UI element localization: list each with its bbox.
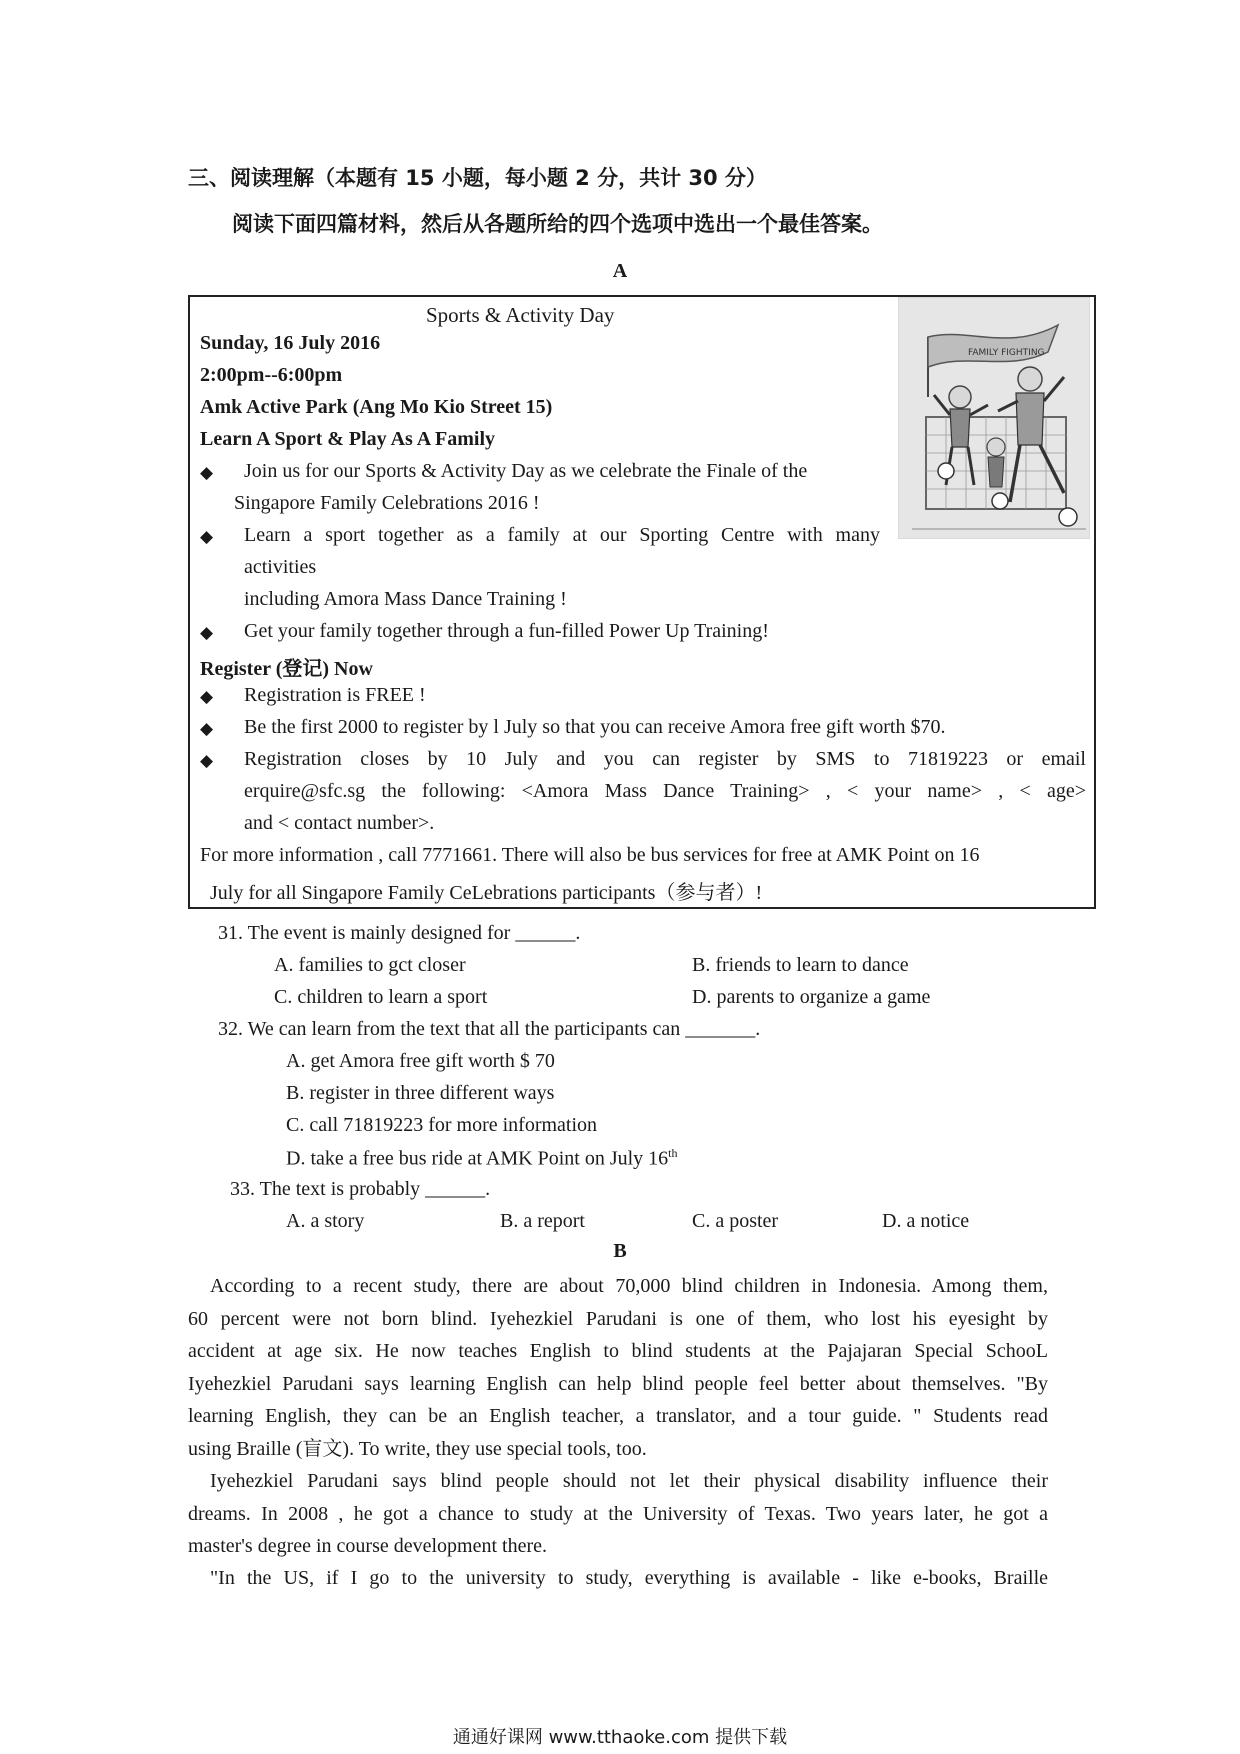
passage-b-paragraph-1 [188,1270,1048,1465]
p1-line: Iyehezkiel Parudani says learning English can help blind people feel better about themselves. "By [188,1372,1048,1395]
question-31-stem: 31. The event is mainly designed for ______. [218,922,581,944]
passage-a-label: A [612,260,628,282]
p1-line: using Braille (盲文). To write, they use special tools, too. [188,1437,647,1460]
page-footer: 通通好课网 www.tthaoke.com 提供下载 [452,1727,788,1748]
superscript-th: th [668,1146,678,1160]
poster-bullet-1-line-2: Singapore Family Celebrations 2016 ! [234,492,540,514]
question-33-option-b: B. a report [500,1210,585,1232]
diamond-bullet-icon: ◆ [200,719,214,738]
diamond-bullet-icon: ◆ [200,527,214,546]
poster-title: Sports & Activity Day [426,303,615,327]
poster-bullet-1-line-1: Join us for our Sports & Activity Day as we celebrate the Finale of the [244,460,808,482]
poster-date: Sunday, 16 July 2016 [200,332,381,354]
section-title: 三、阅读理解（本题有 15 小题，每小题 2 分，共计 30 分） [188,166,767,190]
diamond-bullet-icon: ◆ [200,623,214,642]
question-32-option-d: D. take a free bus ride at AMK Point on July 16th [286,1146,678,1170]
poster-time: 2:00pm--6:00pm [200,364,343,386]
banner-text: FAMILY FIGHTING [968,348,1045,358]
question-31-option-c: C. children to learn a sport [274,986,488,1008]
event-poster [188,295,1096,909]
question-33-stem: 33. The text is probably ______. [230,1178,491,1200]
poster-bullet-2-line-3: including Amora Mass Dance Training ! [244,588,567,610]
poster-reg-3-line-1: Registration closes by 10 July and you can register by SMS to 71819223 or email [244,748,1086,770]
section-instruction: 阅读下面四篇材料，然后从各题所给的四个选项中选出一个最佳答案。 [232,212,883,236]
diamond-bullet-icon: ◆ [200,687,214,706]
poster-reg-1: Registration is FREE ! [244,684,426,706]
poster-reg-2: Be the first 2000 to register by l July so that you can receive Amora free gift worth $70. [244,716,946,738]
poster-bullet-2-line-2: activities [244,556,317,578]
poster-place: Amk Active Park (Ang Mo Kio Street 15) [200,396,553,418]
diamond-bullet-icon: ◆ [200,463,214,482]
poster-register-heading: Register (登记) Now [200,658,373,680]
family-soccer-illustration [898,297,1090,539]
p2-line: master's degree in course development there. [188,1535,548,1557]
question-32-stem: 32. We can learn from the text that all the participants can _______. [218,1018,761,1040]
p1-line: 60 percent were not born blind. Iyehezkiel Parudani is one of them, who lost his eyesight by [188,1307,1048,1330]
poster-bullet-2-line-1: Learn a sport together as a family at our Sporting Centre with many [244,524,880,546]
poster-reg-3-line-3: and < contact number>. [244,812,435,834]
poster-bullet-3: Get your family together through a fun-filled Power Up Training! [244,620,769,642]
poster-info-line-2: July for all Singapore Family CeLebrations participants（参与者）! [210,882,763,904]
diamond-bullet-icon: ◆ [200,751,214,770]
question-32-option-a: A. get Amora free gift worth $ 70 [286,1050,555,1072]
question-33-option-c: C. a poster [692,1210,779,1232]
poster-reg-3-line-2: erquire@sfc.sg the following: <Amora Mass Dance Training> , < your name> , < age> [244,780,1086,802]
p1-line: According to a recent study, there are about 70,000 blind children in Indonesia. Among them, [210,1275,1048,1297]
question-32-option-c: C. call 71819223 for more information [286,1114,598,1136]
passage-b-paragraph-2 [188,1465,1048,1563]
p2-line: dreams. In 2008 , he got a chance to study at the University of Texas. Two years later, he got a [188,1502,1048,1525]
poster-slogan: Learn A Sport & Play As A Family [200,428,496,450]
question-33-option-a: A. a story [286,1210,365,1232]
question-31-option-a: A. families to gct closer [274,954,466,976]
p3-line: "In the US, if I go to the university to study, everything is available - like e-books, Braille [210,1567,1048,1589]
question-31-option-b: B. friends to learn to dance [692,954,909,976]
question-33-option-d: D. a notice [882,1210,970,1232]
p1-line: learning English, they can be an English teacher, a translator, and a tour guide. " Students read [188,1405,1048,1427]
passage-b-label: B [613,1240,627,1262]
passage-b-paragraph-3 [188,1562,1048,1595]
poster-info-line-1: For more information , call 7771661. There will also be bus services for free at AMK Point on 16 [200,844,980,866]
question-32-option-b: B. register in three different ways [286,1082,555,1104]
question-31-option-d: D. parents to organize a game [692,986,931,1008]
p2-line: Iyehezkiel Parudani says blind people should not let their physical disability influence their [210,1470,1048,1492]
p1-line: accident at age six. He now teaches English to blind students at the Pajajaran Special SchooL [188,1340,1048,1362]
